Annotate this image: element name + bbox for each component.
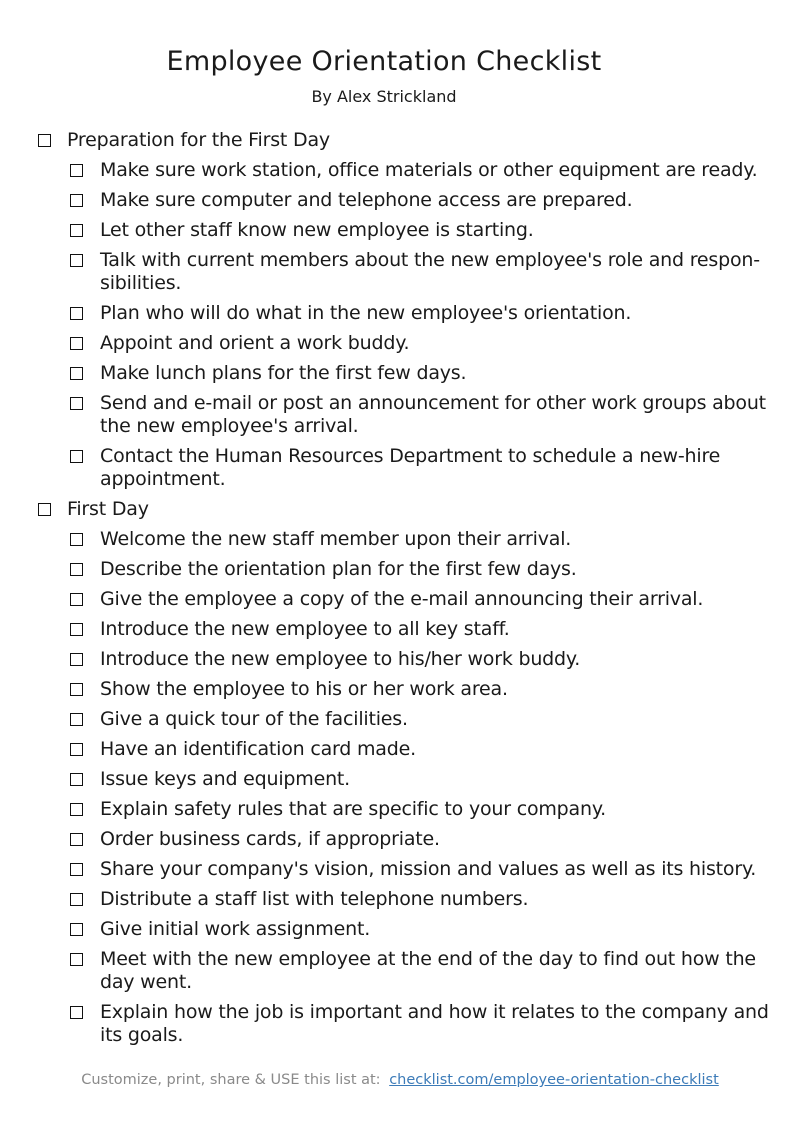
item-label: Share your company's vision, mission and values as well as its history. — [100, 857, 757, 880]
checklist-item — [38, 944, 778, 997]
item-checkbox[interactable] — [70, 1006, 83, 1019]
item-checkbox[interactable] — [70, 450, 83, 463]
item-label: Order business cards, if appropriate. — [100, 827, 440, 850]
item-label: Give initial work assignment. — [100, 917, 371, 940]
item-label: Explain how the job is important and how it relates to the company and its goals. — [100, 1000, 769, 1046]
item-label: Give the employee a copy of the e-mail announcing their arrival. — [100, 587, 704, 610]
item-checkbox[interactable] — [70, 623, 83, 636]
footer-text: Customize, print, share & USE this list at: — [81, 1072, 381, 1088]
item-label: Welcome the new staff member upon their arrival. — [100, 527, 572, 550]
checklist-item — [38, 185, 778, 215]
section-label: First Day — [67, 497, 149, 520]
item-checkbox[interactable] — [70, 953, 83, 966]
item-label: Have an identification card made. — [100, 737, 416, 760]
page-title: Employee Orientation Checklist — [166, 46, 602, 77]
item-checkbox[interactable] — [70, 397, 83, 410]
section-label: Preparation for the First Day — [67, 128, 330, 151]
item-label: Talk with current members about the new employee's role and respon-sibilities. — [100, 248, 760, 294]
checklist-item — [38, 584, 778, 614]
item-checkbox[interactable] — [70, 893, 83, 906]
item-label: Appoint and orient a work buddy. — [100, 331, 410, 354]
author-byline: By Alex Strickland — [311, 87, 457, 106]
item-label: Make lunch plans for the first few days. — [100, 361, 467, 384]
item-label: Describe the orientation plan for the first few days. — [100, 557, 577, 580]
checklist-item — [38, 794, 778, 824]
checklist-item — [38, 854, 778, 884]
checklist-item — [38, 245, 778, 298]
item-checkbox[interactable] — [70, 713, 83, 726]
item-checkbox[interactable] — [70, 803, 83, 816]
item-checkbox[interactable] — [70, 563, 83, 576]
item-checkbox[interactable] — [70, 533, 83, 546]
item-label: Introduce the new employee to all key staff. — [100, 617, 510, 640]
item-label: Distribute a staff list with telephone numbers. — [100, 887, 529, 910]
item-label: Plan who will do what in the new employee's orientation. — [100, 301, 632, 324]
checklist-item — [38, 298, 778, 328]
checklist-item — [38, 914, 778, 944]
item-label: Send and e-mail or post an announcement for other work groups about the new employee's arrival. — [100, 391, 766, 437]
checklist-item — [38, 328, 778, 358]
item-checkbox[interactable] — [70, 194, 83, 207]
checklist — [38, 125, 778, 1050]
item-checkbox[interactable] — [70, 307, 83, 320]
footer — [0, 1070, 800, 1090]
item-label: Contact the Human Resources Department to schedule a new-hire appointment. — [100, 444, 721, 490]
item-checkbox[interactable] — [70, 164, 83, 177]
section-header — [38, 125, 778, 155]
item-checkbox[interactable] — [70, 254, 83, 267]
checklist-section — [38, 125, 778, 494]
checklist-item — [38, 644, 778, 674]
item-checkbox[interactable] — [70, 743, 83, 756]
section-checkbox[interactable] — [38, 503, 51, 516]
checklist-item — [38, 524, 778, 554]
item-label: Explain safety rules that are specific to your company. — [100, 797, 606, 820]
item-checkbox[interactable] — [70, 367, 83, 380]
checklist-item — [38, 215, 778, 245]
item-label: Give a quick tour of the facilities. — [100, 707, 408, 730]
item-checkbox[interactable] — [70, 773, 83, 786]
item-label: Introduce the new employee to his/her work buddy. — [100, 647, 581, 670]
checklist-item — [38, 358, 778, 388]
checklist-item — [38, 884, 778, 914]
item-checkbox[interactable] — [70, 833, 83, 846]
item-checkbox[interactable] — [70, 653, 83, 666]
checklist-item — [38, 614, 778, 644]
section-header — [38, 494, 778, 524]
checklist-item — [38, 674, 778, 704]
checklist-item — [38, 704, 778, 734]
checklist-item — [38, 388, 778, 441]
checklist-item — [38, 997, 778, 1050]
item-label: Make sure work station, office materials or other equipment are ready. — [100, 158, 758, 181]
item-label: Meet with the new employee at the end of the day to find out how the day went. — [100, 947, 756, 993]
checklist-item — [38, 824, 778, 854]
item-checkbox[interactable] — [70, 337, 83, 350]
item-label: Issue keys and equipment. — [100, 767, 351, 790]
checklist-item — [38, 554, 778, 584]
checklist-link[interactable]: checklist.com/employee-orientation-checklist — [389, 1072, 719, 1088]
item-label: Let other staff know new employee is starting. — [100, 218, 534, 241]
item-checkbox[interactable] — [70, 593, 83, 606]
section-items — [38, 155, 778, 494]
section-checkbox[interactable] — [38, 134, 51, 147]
item-checkbox[interactable] — [70, 683, 83, 696]
item-label: Show the employee to his or her work area. — [100, 677, 508, 700]
checklist-item — [38, 155, 778, 185]
item-checkbox[interactable] — [70, 923, 83, 936]
section-items — [38, 524, 778, 1050]
item-checkbox[interactable] — [70, 224, 83, 237]
checklist-item — [38, 734, 778, 764]
checklist-item — [38, 764, 778, 794]
item-checkbox[interactable] — [70, 863, 83, 876]
checklist-section — [38, 494, 778, 1050]
checklist-item — [38, 441, 778, 494]
item-label: Make sure computer and telephone access are prepared. — [100, 188, 633, 211]
